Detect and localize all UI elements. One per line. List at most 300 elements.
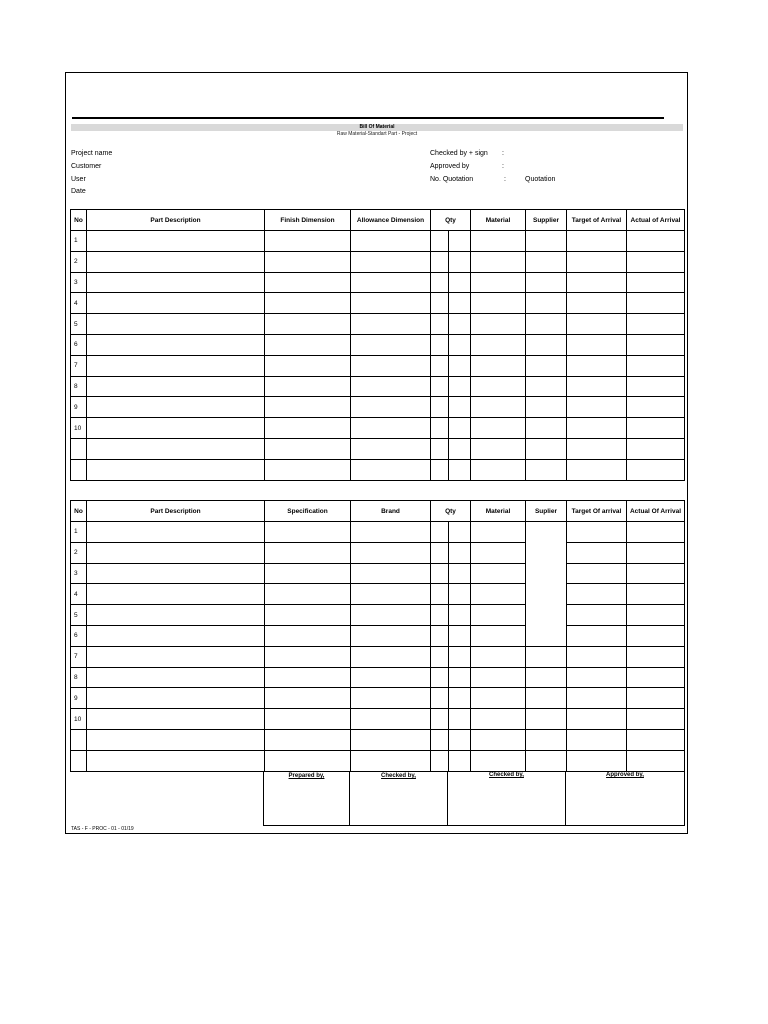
table-cell — [431, 231, 449, 252]
table-cell — [87, 750, 265, 771]
table-cell — [431, 522, 449, 543]
table-row — [71, 750, 685, 771]
table-cell — [627, 709, 685, 730]
table-cell — [87, 355, 265, 376]
table-cell — [265, 272, 351, 293]
row-number: 1 — [71, 231, 87, 252]
form-code: TAS - F - PROC - 01 - 01/19 — [71, 826, 134, 832]
table-cell — [449, 667, 471, 688]
table-cell — [627, 605, 685, 626]
table-row — [71, 625, 685, 646]
table-cell — [449, 293, 471, 314]
table-cell — [265, 251, 351, 272]
table-cell — [449, 688, 471, 709]
table-cell — [351, 293, 431, 314]
table-cell — [627, 314, 685, 335]
table-cell — [526, 750, 567, 771]
table-cell — [351, 438, 431, 459]
table-cell — [627, 688, 685, 709]
table-cell — [567, 418, 627, 439]
table-cell — [471, 605, 526, 626]
table-cell — [627, 438, 685, 459]
approved-by-cell — [566, 772, 685, 826]
table-row — [71, 251, 685, 272]
table-cell — [567, 272, 627, 293]
date-label: Date — [71, 188, 86, 195]
quotation-label: Quotation — [525, 176, 556, 183]
table-cell — [567, 522, 627, 543]
table-row — [71, 272, 685, 293]
table-row — [71, 334, 685, 355]
table-cell — [431, 251, 449, 272]
table-cell — [351, 314, 431, 335]
table-cell — [351, 397, 431, 418]
column-header: Material — [471, 501, 526, 522]
row-number: 2 — [71, 542, 87, 563]
table-cell — [87, 605, 265, 626]
table-cell — [351, 625, 431, 646]
row-number: 3 — [71, 272, 87, 293]
table-cell — [449, 542, 471, 563]
table-cell — [471, 418, 526, 439]
table-row — [71, 542, 685, 563]
table-cell — [351, 584, 431, 605]
row-number: 8 — [71, 376, 87, 397]
table-cell — [471, 355, 526, 376]
table-cell — [351, 667, 431, 688]
table-cell — [431, 688, 449, 709]
table-cell — [431, 542, 449, 563]
project-name-label: Project name — [71, 150, 113, 157]
table-cell — [87, 418, 265, 439]
table-cell — [431, 750, 449, 771]
row-number: 4 — [71, 293, 87, 314]
row-number — [71, 438, 87, 459]
table-cell — [526, 251, 567, 272]
table-cell — [627, 646, 685, 667]
checked-by-label: Checked by + sign — [430, 150, 488, 157]
table-cell — [449, 563, 471, 584]
table-cell — [431, 563, 449, 584]
table-cell — [627, 542, 685, 563]
table-cell — [526, 231, 567, 252]
table-row — [71, 584, 685, 605]
table-cell — [567, 667, 627, 688]
table-cell — [265, 334, 351, 355]
table-cell — [471, 750, 526, 771]
table-cell — [627, 625, 685, 646]
table-row — [71, 293, 685, 314]
column-header: Material — [471, 210, 526, 231]
table-cell — [526, 376, 567, 397]
table-cell — [567, 646, 627, 667]
table-cell — [431, 667, 449, 688]
table-cell — [351, 376, 431, 397]
table-cell — [431, 729, 449, 750]
table-cell — [526, 397, 567, 418]
table-cell — [567, 397, 627, 418]
table-cell — [265, 418, 351, 439]
table-cell — [265, 397, 351, 418]
table-cell — [431, 418, 449, 439]
table-cell — [567, 334, 627, 355]
table-cell — [351, 563, 431, 584]
table-cell — [265, 709, 351, 730]
table-row — [71, 522, 685, 543]
table-cell — [567, 542, 627, 563]
approved-by-label: Approved by — [430, 163, 470, 170]
table-row — [71, 314, 685, 335]
table-cell — [526, 459, 567, 480]
table-cell — [351, 750, 431, 771]
table-cell — [449, 314, 471, 335]
table-cell — [265, 563, 351, 584]
prepared-by-cell — [264, 772, 350, 826]
table-cell — [265, 355, 351, 376]
table-row — [71, 355, 685, 376]
table-cell — [265, 667, 351, 688]
table-cell — [526, 293, 567, 314]
table-cell — [471, 625, 526, 646]
table-cell — [567, 750, 627, 771]
table-cell — [87, 729, 265, 750]
table-cell — [431, 376, 449, 397]
table-cell — [627, 522, 685, 543]
table-cell — [526, 438, 567, 459]
table-cell — [471, 646, 526, 667]
checked-by-label-2: Checked by, — [489, 772, 524, 778]
colon-1: : — [502, 150, 504, 157]
table-cell — [567, 231, 627, 252]
table-cell — [449, 418, 471, 439]
table-cell — [567, 584, 627, 605]
table-cell — [471, 314, 526, 335]
table-cell — [471, 459, 526, 480]
table-cell — [351, 272, 431, 293]
table-row — [71, 438, 685, 459]
table-cell — [627, 563, 685, 584]
table-cell — [449, 397, 471, 418]
table-cell — [449, 355, 471, 376]
table-cell — [351, 542, 431, 563]
table-cell — [351, 729, 431, 750]
table-cell — [471, 688, 526, 709]
prepared-by-label: Prepared by, — [288, 773, 325, 779]
table-cell — [265, 314, 351, 335]
table-cell — [627, 231, 685, 252]
colon-2: : — [502, 163, 504, 170]
column-header: Target of Arrival — [567, 210, 627, 231]
table-cell — [265, 688, 351, 709]
table-cell — [449, 272, 471, 293]
column-header: Specification — [265, 501, 351, 522]
row-number: 6 — [71, 625, 87, 646]
table-cell — [431, 459, 449, 480]
table-cell — [471, 376, 526, 397]
table-row — [71, 729, 685, 750]
table-cell — [87, 314, 265, 335]
column-header: Supplier — [526, 210, 567, 231]
table-cell — [449, 646, 471, 667]
table-cell — [351, 231, 431, 252]
table-cell — [87, 272, 265, 293]
column-header: Qty — [431, 501, 471, 522]
row-number: 9 — [71, 688, 87, 709]
row-number: 4 — [71, 584, 87, 605]
table-cell — [526, 334, 567, 355]
table-cell — [567, 729, 627, 750]
table-cell — [351, 522, 431, 543]
table-cell — [526, 646, 567, 667]
table-cell — [87, 542, 265, 563]
header-rule — [72, 117, 664, 119]
row-number — [71, 729, 87, 750]
table-cell — [471, 438, 526, 459]
column-header: No — [71, 210, 87, 231]
table-row — [71, 667, 685, 688]
table-cell — [627, 272, 685, 293]
table-cell — [431, 438, 449, 459]
table-cell — [627, 355, 685, 376]
table-row — [71, 709, 685, 730]
table-cell — [567, 563, 627, 584]
table-cell — [567, 314, 627, 335]
table-cell — [87, 334, 265, 355]
row-number: 10 — [71, 709, 87, 730]
table-cell — [526, 355, 567, 376]
table-cell — [567, 625, 627, 646]
table-cell — [627, 418, 685, 439]
table-cell — [265, 750, 351, 771]
row-number: 8 — [71, 667, 87, 688]
table-cell — [87, 625, 265, 646]
table-cell — [351, 355, 431, 376]
column-header: Target Of arrival — [567, 501, 627, 522]
table-cell — [265, 646, 351, 667]
table-cell — [87, 293, 265, 314]
document-title: Bill Of Material — [71, 124, 683, 131]
column-header: Qty — [431, 210, 471, 231]
table-cell — [449, 376, 471, 397]
table-cell — [265, 584, 351, 605]
header-row — [71, 501, 685, 522]
column-header: Brand — [351, 501, 431, 522]
row-number: 5 — [71, 314, 87, 335]
table-row — [71, 397, 685, 418]
table-cell — [431, 584, 449, 605]
table-cell — [87, 251, 265, 272]
table-cell — [431, 314, 449, 335]
column-header: Actual of Arrival — [627, 210, 685, 231]
table-cell — [526, 688, 567, 709]
table-cell — [351, 418, 431, 439]
table-cell — [449, 438, 471, 459]
table-cell — [471, 563, 526, 584]
table-cell — [87, 563, 265, 584]
table-cell — [449, 459, 471, 480]
table-cell — [265, 625, 351, 646]
table-cell — [449, 605, 471, 626]
table-cell — [449, 709, 471, 730]
table-cell — [87, 459, 265, 480]
table-cell — [449, 334, 471, 355]
table-cell — [351, 709, 431, 730]
table-cell — [265, 729, 351, 750]
table-cell — [449, 750, 471, 771]
table-row — [71, 646, 685, 667]
table-cell — [471, 709, 526, 730]
table-cell — [471, 397, 526, 418]
no-quotation-label: No. Quotation — [430, 176, 474, 183]
table-cell — [471, 542, 526, 563]
column-header: Suplier — [526, 501, 567, 522]
document-subtitle: Raw Material-Standart Part - Project — [336, 131, 418, 137]
checked-by-cell-1 — [350, 772, 448, 826]
table-cell — [627, 729, 685, 750]
table-cell — [449, 231, 471, 252]
column-header: Part Description — [87, 210, 265, 231]
table-cell — [449, 584, 471, 605]
column-header: Actual Of Arrival — [627, 501, 685, 522]
table-cell — [627, 397, 685, 418]
table-cell — [567, 459, 627, 480]
column-header: Finish Dimension — [265, 210, 351, 231]
table-row — [71, 563, 685, 584]
table-cell — [526, 729, 567, 750]
checked-by-label-1: Checked by, — [381, 773, 416, 779]
table-cell — [471, 584, 526, 605]
table-cell — [471, 334, 526, 355]
table-cell — [471, 251, 526, 272]
table-cell — [627, 251, 685, 272]
row-number: 10 — [71, 418, 87, 439]
column-header: Part Description — [87, 501, 265, 522]
table-cell — [627, 293, 685, 314]
table-cell — [627, 667, 685, 688]
table-cell — [449, 625, 471, 646]
row-number — [71, 750, 87, 771]
table-cell — [627, 376, 685, 397]
table-cell — [87, 688, 265, 709]
table-cell — [449, 729, 471, 750]
approved-by-label: Approved by, — [606, 772, 644, 778]
table-cell — [87, 646, 265, 667]
table-cell — [265, 438, 351, 459]
table-cell — [471, 272, 526, 293]
table-cell — [87, 397, 265, 418]
table-cell — [265, 293, 351, 314]
table-cell — [627, 750, 685, 771]
table-cell — [627, 584, 685, 605]
table-cell — [567, 605, 627, 626]
table-cell — [567, 709, 627, 730]
row-number — [71, 459, 87, 480]
table-cell — [87, 438, 265, 459]
table-cell — [265, 376, 351, 397]
customer-label: Customer — [71, 163, 102, 170]
column-header: Allowance Dimension — [351, 210, 431, 231]
table-cell — [87, 667, 265, 688]
table-cell — [87, 231, 265, 252]
table-row — [71, 605, 685, 626]
table-cell — [526, 314, 567, 335]
table-cell — [265, 605, 351, 626]
bom-standard-part-table — [70, 500, 685, 772]
row-number: 7 — [71, 355, 87, 376]
table-cell — [471, 667, 526, 688]
table-cell — [351, 334, 431, 355]
row-number: 6 — [71, 334, 87, 355]
table-cell — [567, 293, 627, 314]
table-cell — [431, 646, 449, 667]
row-number: 5 — [71, 605, 87, 626]
table-cell — [471, 293, 526, 314]
table-cell — [526, 522, 567, 647]
table-cell — [471, 729, 526, 750]
table-cell — [431, 605, 449, 626]
table-cell — [526, 418, 567, 439]
row-number: 7 — [71, 646, 87, 667]
table-cell — [265, 542, 351, 563]
table-cell — [87, 376, 265, 397]
header-row — [71, 210, 685, 231]
table-cell — [471, 522, 526, 543]
table-cell — [431, 355, 449, 376]
bom-raw-material-table — [70, 209, 685, 481]
table-cell — [526, 709, 567, 730]
table-cell — [431, 272, 449, 293]
row-number: 3 — [71, 563, 87, 584]
table-cell — [87, 709, 265, 730]
table-cell — [351, 646, 431, 667]
signature-block — [263, 771, 685, 826]
table-cell — [351, 688, 431, 709]
checked-by-cell-2 — [448, 772, 566, 826]
table-cell — [351, 459, 431, 480]
table-cell — [526, 667, 567, 688]
table-cell — [351, 251, 431, 272]
table-cell — [627, 459, 685, 480]
table-cell — [87, 522, 265, 543]
table-cell — [265, 231, 351, 252]
table-row — [71, 688, 685, 709]
table-row — [71, 376, 685, 397]
table-cell — [431, 709, 449, 730]
table-cell — [567, 251, 627, 272]
user-label: User — [71, 176, 86, 183]
table-cell — [627, 334, 685, 355]
table-cell — [526, 272, 567, 293]
table-cell — [431, 293, 449, 314]
table-cell — [471, 231, 526, 252]
table-cell — [449, 251, 471, 272]
table-cell — [567, 376, 627, 397]
table-cell — [431, 625, 449, 646]
table-cell — [431, 334, 449, 355]
row-number: 9 — [71, 397, 87, 418]
table-cell — [567, 688, 627, 709]
colon-3: : — [504, 176, 506, 183]
table-cell — [449, 522, 471, 543]
column-header: No — [71, 501, 87, 522]
table-cell — [265, 459, 351, 480]
table-cell — [567, 438, 627, 459]
row-number: 2 — [71, 251, 87, 272]
table-row — [71, 418, 685, 439]
table-cell — [567, 355, 627, 376]
table-cell — [265, 522, 351, 543]
row-number: 1 — [71, 522, 87, 543]
